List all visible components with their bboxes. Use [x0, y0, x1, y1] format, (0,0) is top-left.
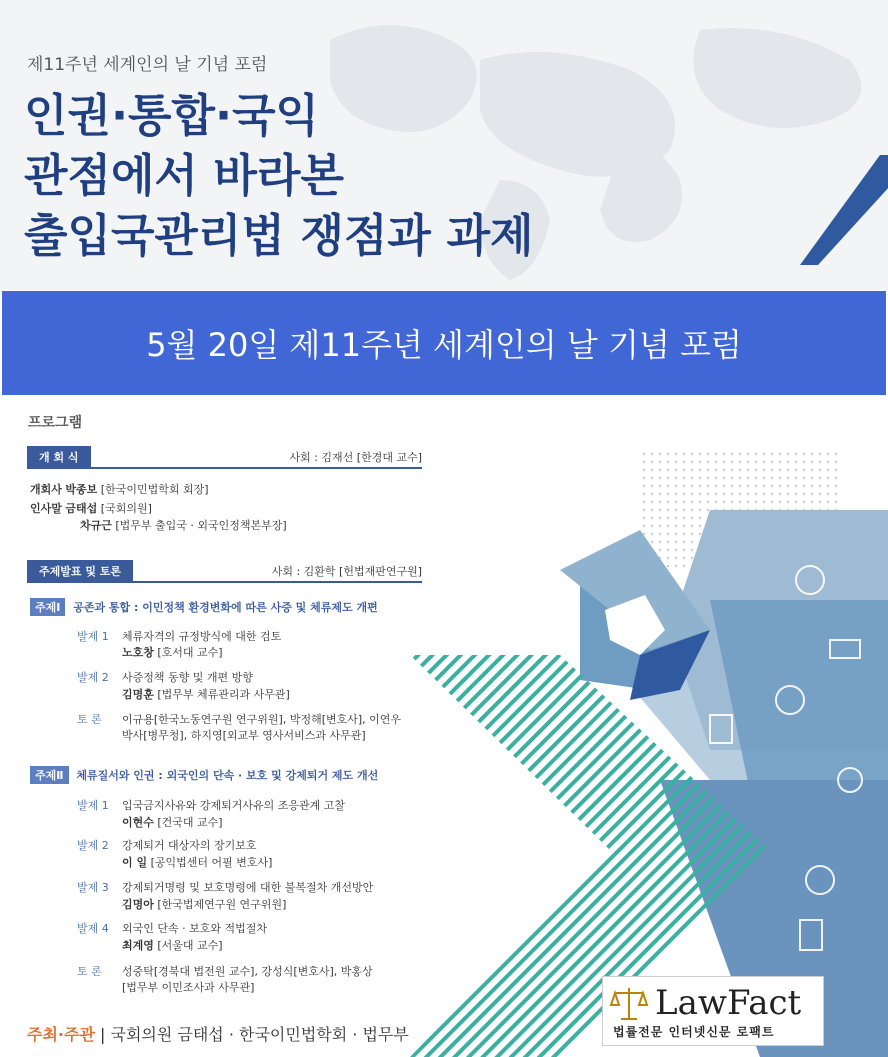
opening-detail: [국회의원] [100, 502, 152, 515]
topic1-tag: 주제Ⅰ [30, 598, 65, 616]
topic2-tag: 주제Ⅱ [30, 766, 69, 784]
talk-label: 발제 4 [77, 922, 109, 935]
talk-title: 외국인 단속 · 보호와 적법절차 [122, 922, 267, 935]
logo-title: LawFact [655, 983, 802, 1023]
speaker-affiliation: [공익법센터 어필 변호사] [150, 856, 273, 869]
speaker-affiliation: [법무부 체류관리과 사무관] [157, 688, 290, 701]
speaker-affiliation: [한국법제연구원 연구위원] [157, 898, 287, 911]
discussion-label: 토 론 [77, 965, 102, 978]
talk-label: 발제 2 [77, 671, 109, 684]
talk-speaker [122, 937, 223, 953]
opening-name: 차규근 [80, 519, 112, 532]
talk-speaker [122, 896, 286, 912]
opening-section-bar [27, 446, 422, 469]
speaker-name: 최계영 [122, 939, 154, 952]
speaker-name: 김명아 [122, 898, 154, 911]
banner-text: 5월 20일 제11주년 세계인의 날 기념 포럼 [146, 326, 742, 364]
discussion-line: [법무부 이민조사과 사무관] [122, 981, 255, 994]
session-host: 사회 : 김환학 [헌법재판연구원] [271, 565, 422, 578]
talk-speaker [122, 814, 223, 830]
decorative-graphic [410, 420, 888, 1057]
opening-role: 인사말 [30, 502, 62, 515]
opening-detail: [한국이민법학회 회장] [100, 483, 209, 496]
organizers-list: 국회의원 금태섭 · 한국이민법학회 · 법무부 [110, 1025, 409, 1044]
topic2-title: 체류질서와 인권 : 외국인의 단속 · 보호 및 강제퇴거 제도 개선 [76, 769, 379, 782]
talk-label: 발제 1 [77, 630, 109, 643]
opening-row [80, 517, 287, 533]
logo-subtitle: 법률전문 인터넷신문 로팩트 [613, 1025, 775, 1039]
topic2-heading [30, 766, 378, 784]
talk-speaker [122, 644, 223, 660]
session-section-tag: 주제발표 및 토론 [27, 560, 133, 581]
title-line-2: 관점에서 바라본 [24, 149, 344, 202]
speaker-name: 김명훈 [122, 688, 154, 701]
headline-banner [2, 291, 886, 395]
program-label: 프로그램 [28, 415, 83, 431]
discussion-line: 박사[병무청], 하지영[외교부 영사서비스과 사무관] [122, 729, 366, 742]
discussion-line: 성중탁[경북대 법전원 교수], 강성식[변호사], 박홍상 [122, 965, 373, 978]
discussion-line: 이규용[한국노동연구원 연구위원], 박정해[변호사], 이연우 [122, 713, 402, 726]
topic1-title: 공존과 통합 : 이민정책 환경변화에 따른 사증 및 체류제도 개편 [73, 601, 378, 614]
discussion-label: 토 론 [77, 713, 102, 726]
opening-detail: [법무부 출입국 · 외국인정책본부장] [115, 519, 287, 532]
speaker-name: 노호창 [122, 646, 154, 659]
forum-title [24, 86, 534, 266]
organizers-footer [27, 1022, 409, 1045]
title-line-1: 인권·통합·국익 [24, 89, 320, 142]
opening-name: 박종보 [65, 483, 98, 496]
organizers-label: 주최·주관 [27, 1025, 95, 1044]
organizers-separator: | [100, 1025, 106, 1044]
talk-title: 강제퇴거 대상자의 장기보호 [122, 839, 257, 852]
opening-host: 사회 : 김재선 [한경대 교수] [289, 451, 422, 464]
title-line-3: 출입국관리법 쟁점과 과제 [24, 209, 534, 262]
opening-role: 개회사 [30, 483, 62, 496]
diagonal-stripe-graphic [800, 155, 888, 265]
talk-speaker [122, 686, 290, 702]
speaker-name: 이현수 [122, 816, 154, 829]
topic1-heading [30, 598, 378, 616]
session-section-bar [27, 560, 422, 583]
speaker-affiliation: [서울대 교수] [157, 939, 223, 952]
speaker-name: 이 일 [122, 856, 148, 869]
opening-row [30, 481, 209, 497]
scales-of-justice-icon [609, 985, 649, 1021]
talk-label: 발제 2 [77, 839, 109, 852]
talk-title: 강제퇴거명령 및 보호명령에 대한 불복절차 개선방안 [122, 881, 374, 894]
opening-section-tag: 개 회 식 [27, 446, 91, 467]
forum-subtitle: 제11주년 세계인의 날 기념 포럼 [27, 55, 268, 75]
talk-title: 체류자격의 규정방식에 대한 검토 [122, 630, 282, 643]
opening-name: 금태섭 [65, 502, 98, 515]
talk-title: 사증정책 동향 및 개편 방향 [122, 671, 253, 684]
talk-label: 발제 3 [77, 881, 109, 894]
talk-speaker [122, 854, 272, 870]
talk-title: 입국금지사유와 강제퇴거사유의 조응관계 고찰 [122, 799, 346, 812]
speaker-affiliation: [호서대 교수] [157, 646, 223, 659]
opening-row [30, 500, 152, 516]
speaker-affiliation: [건국대 교수] [157, 816, 223, 829]
lawfact-logo [602, 976, 824, 1046]
talk-label: 발제 1 [77, 799, 109, 812]
